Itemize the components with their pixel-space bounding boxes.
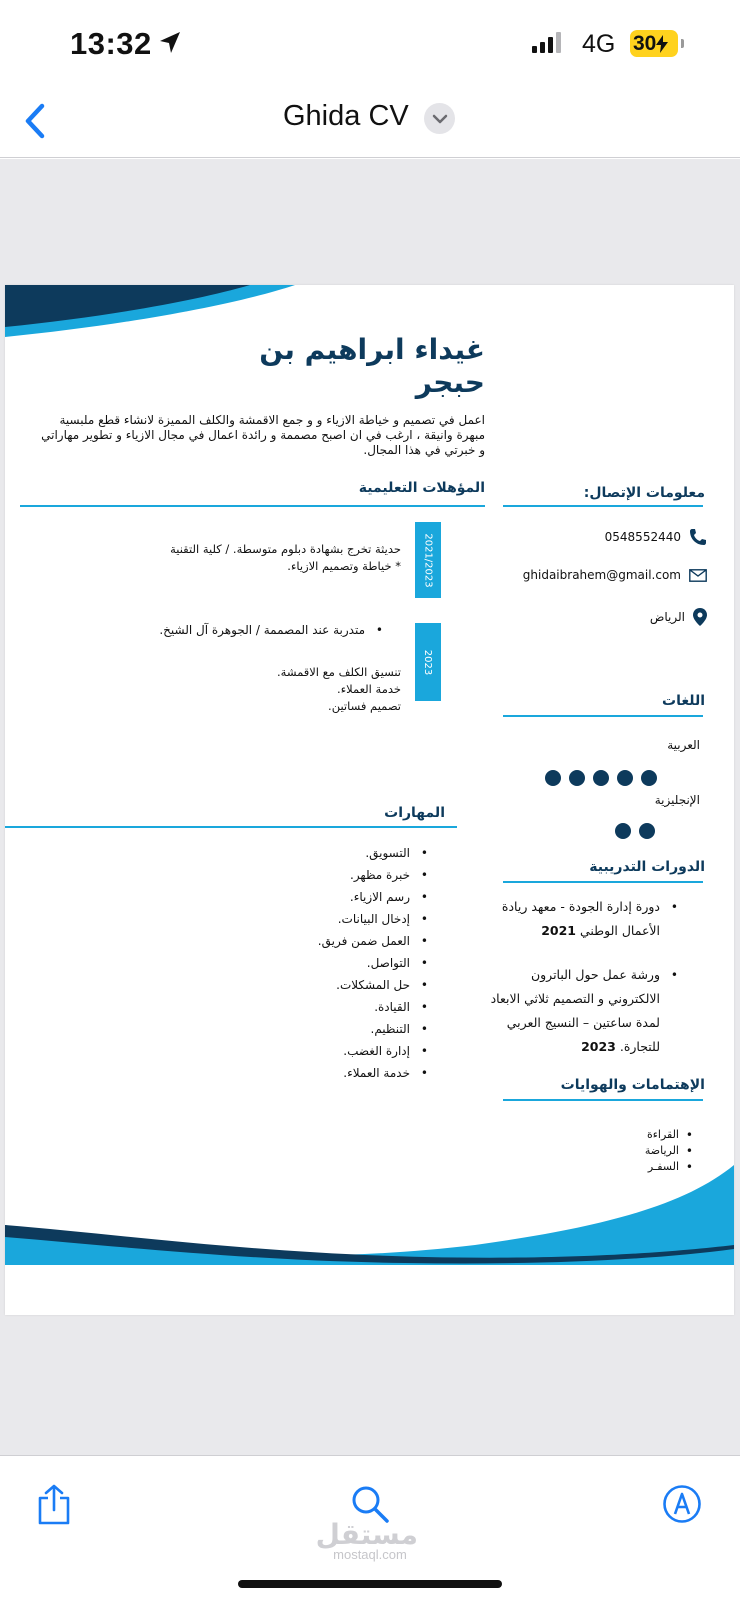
- hobbies-title: الإهتمامات والهوايات: [560, 1077, 705, 1093]
- skill-item: • خدمة العملاء.: [205, 1062, 430, 1084]
- language-arabic-level: [545, 770, 657, 786]
- languages-title: اللغات: [662, 693, 705, 709]
- cv-summary: اعمل في تصميم و خياطة الازياء و و جمع الاقمشة والكلف المميزة لانشاء قطع ملبسية مبهرة وانيقة ، ارغب في ان اصبح مصممة و رائدة اعمال في مجال الازياء و تطوير مهاراتي و خبرتي في هذا المجال.: [41, 413, 485, 457]
- skill-item: • حل المشكلات.: [205, 974, 430, 996]
- contact-divider: [503, 505, 703, 507]
- bottom-toolbar: [0, 1455, 740, 1600]
- bottom-wave-decoration: [5, 1165, 734, 1275]
- location-arrow-icon: [158, 30, 182, 56]
- year-bar: 2021/2023: [415, 522, 441, 598]
- chevron-down-icon: [432, 114, 448, 124]
- courses-title: الدورات التدريبية: [589, 859, 705, 875]
- contact-title: معلومات الإتصال:: [583, 485, 705, 501]
- education-title: المؤهلات التعليمية: [358, 480, 485, 496]
- skill-item: • العمل ضمن فريق.: [205, 930, 430, 952]
- hobbies-divider: [503, 1099, 703, 1101]
- cellular-signal-icon: [532, 32, 562, 54]
- experience-bullet: • متدربة عند المصممة / الجوهرة آل الشيخ.: [105, 623, 385, 637]
- markup-pen-icon[interactable]: [662, 1484, 702, 1524]
- battery-icon: [630, 30, 678, 57]
- hobby-item: • الرياضة: [605, 1143, 695, 1159]
- status-bar: [0, 0, 740, 90]
- share-icon[interactable]: [36, 1484, 72, 1526]
- contact-city: الرياض: [525, 608, 707, 626]
- courses-divider: [503, 881, 703, 883]
- skill-item: • إدخال البيانات.: [205, 908, 430, 930]
- contact-email: ghidaibrahem@gmail.com: [505, 568, 707, 582]
- languages-divider: [503, 715, 703, 717]
- network-type: 4G: [582, 30, 616, 58]
- back-chevron-icon[interactable]: [18, 98, 58, 144]
- courses-list: [485, 895, 680, 1079]
- skill-item: • إدارة الغضب.: [205, 1040, 430, 1062]
- experience-details: تنسيق الكلف مع الاقمشة. خدمة العملاء. تصميم فساتين.: [277, 665, 401, 713]
- skill-item: • خبرة مظهر.: [205, 864, 430, 886]
- navigation-bar: [0, 90, 740, 158]
- phone-icon: [689, 528, 707, 546]
- hobbies-list: [605, 1127, 695, 1175]
- education-divider: [20, 505, 485, 507]
- course-item: • ورشة عمل حول الباترون الالكتروني و التصميم ثلاثي الابعاد لمدة ساعتين – النسيج العربي للتجارة. 2023: [485, 963, 680, 1059]
- title-menu-button[interactable]: [424, 103, 455, 134]
- skill-item: • التواصل.: [205, 952, 430, 974]
- skills-list: [205, 842, 430, 1084]
- location-pin-icon: [693, 608, 707, 626]
- skill-item: • رسم الازياء.: [205, 886, 430, 908]
- watermark: مستقل mostaql.com: [315, 1518, 418, 1562]
- course-item: • دورة إدارة الجودة - معهد ريادة الأعمال الوطني 2021: [485, 895, 680, 943]
- skills-divider: [5, 826, 457, 828]
- language-arabic: العربية: [667, 738, 700, 752]
- charging-bolt-icon: [656, 35, 668, 53]
- document-title[interactable]: Ghida CV: [283, 100, 409, 132]
- skill-item: • التنظيم.: [205, 1018, 430, 1040]
- language-english-level: [615, 823, 655, 839]
- battery-cap: [681, 39, 684, 48]
- mail-icon: [689, 569, 707, 582]
- cv-page: [5, 285, 734, 1315]
- skills-title: المهارات: [384, 805, 445, 821]
- status-time: 13:32: [70, 26, 152, 61]
- skill-item: • القيادة.: [205, 996, 430, 1018]
- education-entry: حديثة تخرج بشهادة دبلوم متوسطة. / كلية التقنية * خياطة وتصميم الازياء.: [170, 542, 401, 573]
- contact-phone: 0548552440: [525, 528, 707, 546]
- hobby-item: • القراءة: [605, 1127, 695, 1143]
- cv-name: غيداء ابراهيم بن حبجر: [259, 333, 485, 399]
- battery-level: 30: [633, 31, 657, 55]
- year-bar: 2023: [415, 623, 441, 701]
- home-indicator[interactable]: [238, 1580, 502, 1588]
- language-english: الإنجليزية: [654, 793, 700, 807]
- skill-item: • التسويق.: [205, 842, 430, 864]
- hobby-item: • السفـر: [605, 1159, 695, 1175]
